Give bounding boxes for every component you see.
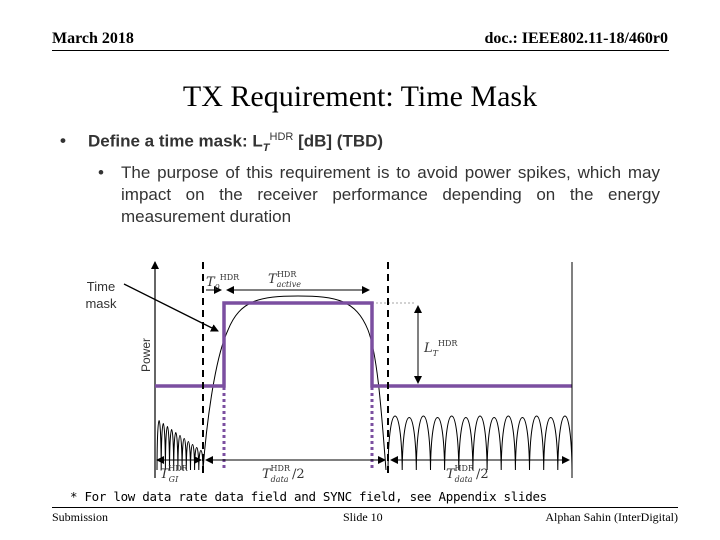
tdata1-label: $T_{data}HDR$ /2 bbox=[262, 464, 305, 484]
tactive-label: $T_{active}HDR$ bbox=[268, 270, 301, 289]
time-mask-line bbox=[155, 303, 572, 386]
header-doc-id: doc.: IEEE802.11-18/460r0 bbox=[484, 30, 668, 47]
bullet-marker: • bbox=[98, 163, 104, 182]
footer-slide-number: Slide 10 bbox=[343, 510, 383, 524]
signal-waveform bbox=[157, 296, 572, 470]
lt-label: $L_T^{HDR}$ bbox=[424, 339, 458, 358]
time-mask-label: Time mask bbox=[85, 279, 117, 311]
footer-submission: Submission bbox=[52, 510, 109, 524]
t0-label: $T_0^{HDR}$ bbox=[206, 273, 240, 292]
power-axis-label: Power bbox=[139, 338, 153, 373]
bullet-marker: • bbox=[60, 131, 66, 150]
header-date: March 2018 bbox=[52, 30, 134, 47]
bullet-level2-text: The purpose of this requirement is to avoid power spikes, which may impact on the receiver performance depending on the energy measurement duration bbox=[121, 163, 660, 226]
tgi-label: $T_{GI}HDR$ bbox=[160, 464, 188, 484]
tdata2-label: $T_{data}HDR$ /2 bbox=[446, 464, 489, 484]
bullet-level1-sym-sub: T bbox=[262, 142, 270, 155]
slide-title: TX Requirement: Time Mask bbox=[182, 80, 538, 113]
bullet-level1-lead: Define a time mask: L bbox=[88, 131, 263, 151]
bullet-level1-suffix: [dB] (TBD) bbox=[293, 131, 384, 151]
footer-rule bbox=[52, 507, 678, 508]
footnote: * For low data rate data field and SYNC field, see Appendix slides bbox=[70, 489, 547, 504]
bullet-level1-sym-sup: HDR bbox=[269, 131, 294, 143]
footer-author: Alphan Sahin (InterDigital) bbox=[545, 510, 678, 524]
